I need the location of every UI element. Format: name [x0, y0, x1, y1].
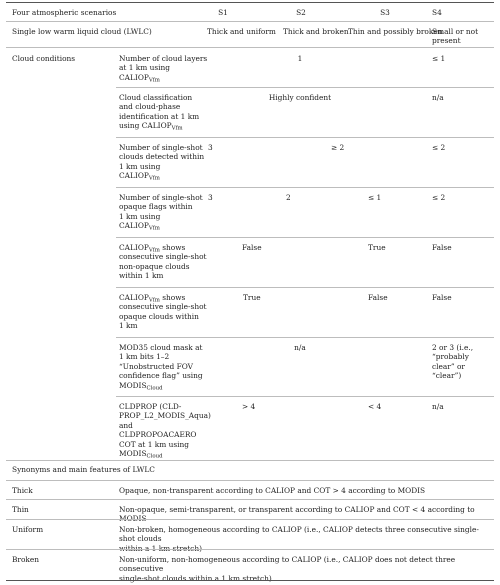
- value-s4: n/a: [432, 93, 444, 102]
- col-s3-header: S3: [380, 8, 390, 17]
- top-rule: [6, 2, 494, 3]
- value-spanning: n/a: [294, 343, 306, 352]
- value-s4: False: [432, 243, 452, 252]
- value-s4: ≤ 2: [432, 143, 446, 152]
- rule: [116, 337, 494, 338]
- value-s3: < 4: [368, 402, 382, 411]
- rule: [116, 396, 494, 397]
- criterion-cloud-layers: Number of cloud layers at 1 km using $CALIOP_{Vfm}$: [119, 54, 208, 84]
- lwlc-s1: Thick and uniform: [207, 27, 276, 36]
- value-s12: True: [243, 293, 261, 302]
- cloud-conditions-label: Cloud conditions: [12, 54, 76, 63]
- rule: [116, 137, 494, 138]
- criterion-cloud-classification: Cloud classification and cloud-phase identification at 1 km using $CALIOP_{Vfm}$: [119, 93, 200, 132]
- criterion-mod35-mask: MOD35 cloud mask at 1 km bits 1–2 “Unobstructed FOV confidence flag” using $MODIS_{Cloud}$: [119, 343, 203, 392]
- rule: [6, 460, 494, 461]
- col-s4-header: S4: [432, 8, 442, 17]
- rule: [6, 480, 494, 481]
- value-s3: False: [368, 293, 388, 302]
- rule: [6, 47, 494, 48]
- value-s1: 3: [208, 193, 213, 202]
- lwlc-s4: Small or not present: [432, 27, 479, 46]
- value-s3: ≤ 1: [368, 193, 382, 202]
- rule: [6, 21, 494, 22]
- criterion-single-shot-clouds: Number of single-shot clouds detected within 1 km using $CALIOP_{Vfm}$: [119, 143, 205, 182]
- criterion-cldprop: CLDPROP (CLD- PROP_L2_MODIS_Aqua) and CLDPROPOACAERO COT at 1 km using $MODIS_{Cloud}$: [119, 402, 211, 460]
- criterion-opaque-clouds: $CALIOP_{Vfm}$ shows consecutive single-shot opaque clouds within 1 km: [119, 293, 207, 331]
- criterion-non-opaque-clouds: $CALIOP_{Vfm}$ shows consecutive single-shot non-opaque clouds within 1 km: [119, 243, 207, 281]
- value-s1: 3: [208, 143, 213, 152]
- term-uniform: Uniform: [12, 525, 44, 534]
- value-spanning: 1: [297, 54, 303, 63]
- rule: [6, 499, 494, 500]
- criterion-opaque-flags: Number of single-shot opaque flags within 1 km using $CALIOP_{Vfm}$: [119, 193, 203, 232]
- value-s4: n/a: [432, 402, 444, 411]
- term-thin: Thin: [12, 505, 29, 514]
- rule: [6, 519, 494, 520]
- rule: [6, 549, 494, 550]
- synonyms-title: Synonyms and main features of LWLC: [12, 465, 155, 474]
- desc-thick: Opaque, non-transparent according to CALIOP and COT > 4 according to MODIS: [119, 486, 426, 495]
- value-s12: False: [242, 243, 262, 252]
- col-s1-header: S1: [218, 8, 228, 17]
- rule: [116, 237, 494, 238]
- col-s2-header: S2: [296, 8, 306, 17]
- desc-thin: Non-opaque, semi-transparent, or transparent according to CALIOP and COT < 4 according to MODIS: [119, 505, 475, 524]
- value-s4: ≤ 2: [432, 193, 446, 202]
- rule: [116, 87, 494, 88]
- value-s23: ≥ 2: [331, 143, 345, 152]
- value-spanning: Highly confident: [268, 93, 332, 102]
- lwlc-s2: Thick and broken: [283, 27, 349, 36]
- desc-broken: Non-uniform, non-homogeneous according to CALIOP (i.e., CALIOP does not detect three consecutive single-shot clouds within a 1 km stretch): [119, 555, 456, 583]
- table-title: Four atmospheric scenarios: [12, 8, 117, 17]
- value-s2: 2: [286, 193, 291, 202]
- value-s4: False: [432, 293, 452, 302]
- term-thick: Thick: [12, 486, 33, 495]
- value-s4: 2 or 3 (i.e., “probably clear” or “clear”): [432, 343, 474, 381]
- rule: [116, 287, 494, 288]
- value-s3: True: [368, 243, 386, 252]
- value-s12: > 4: [242, 402, 256, 411]
- lwlc-s3: Thin and possibly broken: [348, 27, 443, 36]
- lwlc-label: Single low warm liquid cloud (LWLC): [12, 27, 152, 36]
- term-broken: Broken: [12, 555, 40, 564]
- value-s4: ≤ 1: [432, 54, 446, 63]
- rule: [116, 187, 494, 188]
- desc-uniform: Non-broken, homogeneous according to CALIOP (i.e., CALIOP detects three consecutive single-shot clouds within a 1 km stretch): [119, 525, 479, 553]
- bottom-rule: [6, 580, 494, 581]
